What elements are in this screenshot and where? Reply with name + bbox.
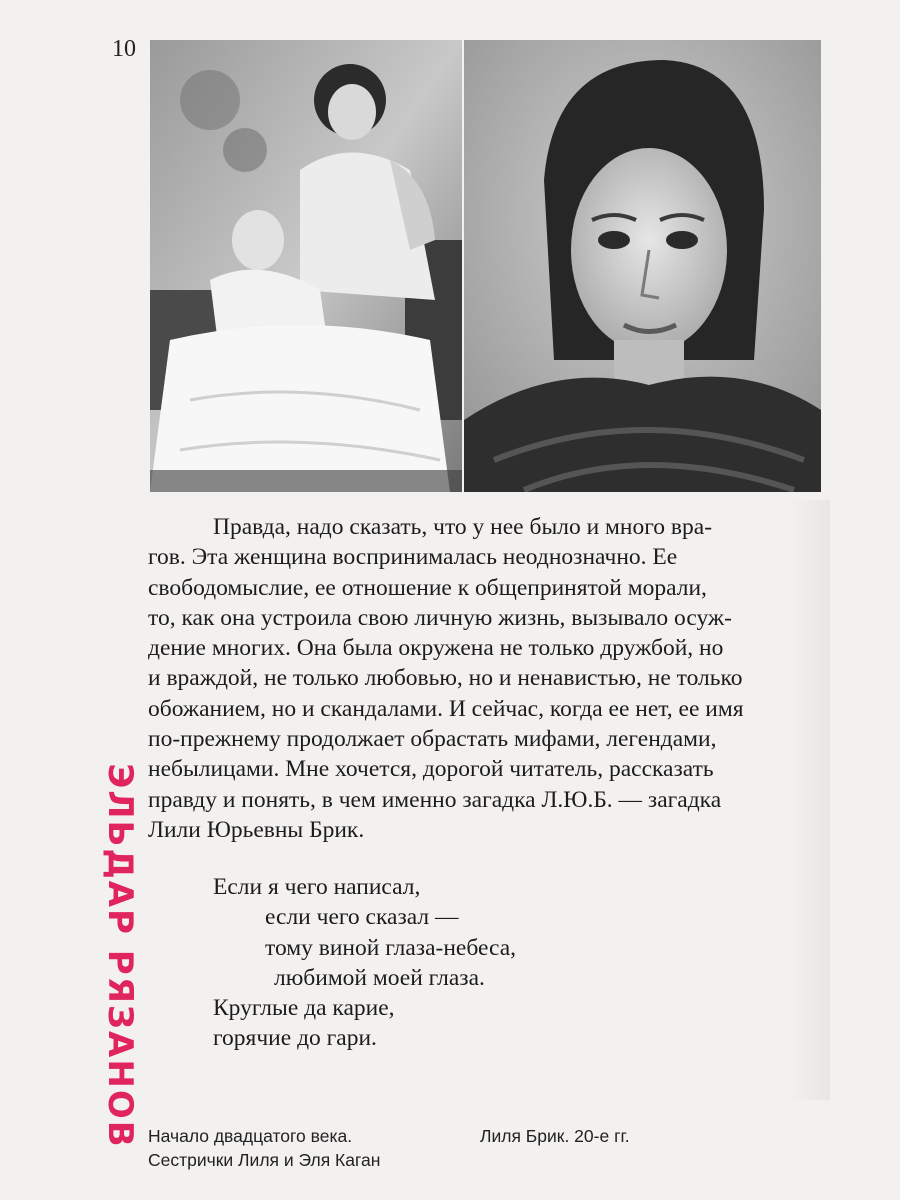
children-photo-image bbox=[150, 40, 462, 492]
poem-line: Если я чего написал, bbox=[213, 874, 421, 900]
body-line: и враждой, не только любовью, но и ненавистью, не только bbox=[148, 665, 743, 692]
caption-line: Начало двадцатого века. bbox=[148, 1126, 353, 1146]
body-line: правду и понять, в чем именно загадка Л.Ю.Б. — загадка bbox=[148, 786, 722, 813]
body-line: по-прежнему продолжает обрастать мифами, легендами, bbox=[148, 726, 717, 753]
body-line: гов. Эта женщина воспринималась неоднозначно. Ее bbox=[148, 544, 678, 571]
poem-line: тому виной глаза-небеса, bbox=[265, 934, 517, 961]
poem-line: Круглые да карие, bbox=[213, 995, 395, 1022]
body-line: обожанием, но и скандалами. И сейчас, когда ее нет, ее имя bbox=[148, 695, 744, 722]
body-line: дение многих. Она была окружена не только дружбой, но bbox=[148, 635, 724, 662]
author-spine-label bbox=[98, 763, 142, 1149]
caption-left bbox=[148, 1124, 380, 1172]
body-line: Лили Юрьевны Брик. bbox=[148, 816, 365, 843]
photo-children-portrait bbox=[150, 40, 462, 492]
author-name: ЭЛЬДАР РЯЗАНОВ bbox=[100, 763, 140, 1149]
poem-quote bbox=[148, 872, 828, 1054]
body-line: свободомыслие, ее отношение к общепринятой морали, bbox=[148, 574, 707, 601]
caption-line: Лиля Брик. 20-е гг. bbox=[480, 1126, 630, 1146]
poem-line: любимой моей глаза. bbox=[274, 964, 485, 991]
body-line: небылицами. Мне хочется, дорогой читатель, рассказать bbox=[148, 756, 714, 783]
page-number: 10 bbox=[112, 36, 136, 62]
poem-line: если чего сказал — bbox=[265, 904, 459, 931]
body-line: Правда, надо сказать, что у нее было и много вра- bbox=[213, 514, 713, 540]
woman-photo-image bbox=[464, 40, 821, 492]
body-paragraph bbox=[148, 512, 828, 845]
caption-line: Сестрички Лиля и Эля Каган bbox=[148, 1150, 381, 1170]
body-line: то, как она устроила свою личную жизнь, вызывало осуж- bbox=[148, 604, 732, 631]
poem-line: горячие до гари. bbox=[213, 1025, 377, 1052]
caption-right bbox=[480, 1124, 630, 1148]
photo-woman-portrait bbox=[464, 40, 821, 492]
